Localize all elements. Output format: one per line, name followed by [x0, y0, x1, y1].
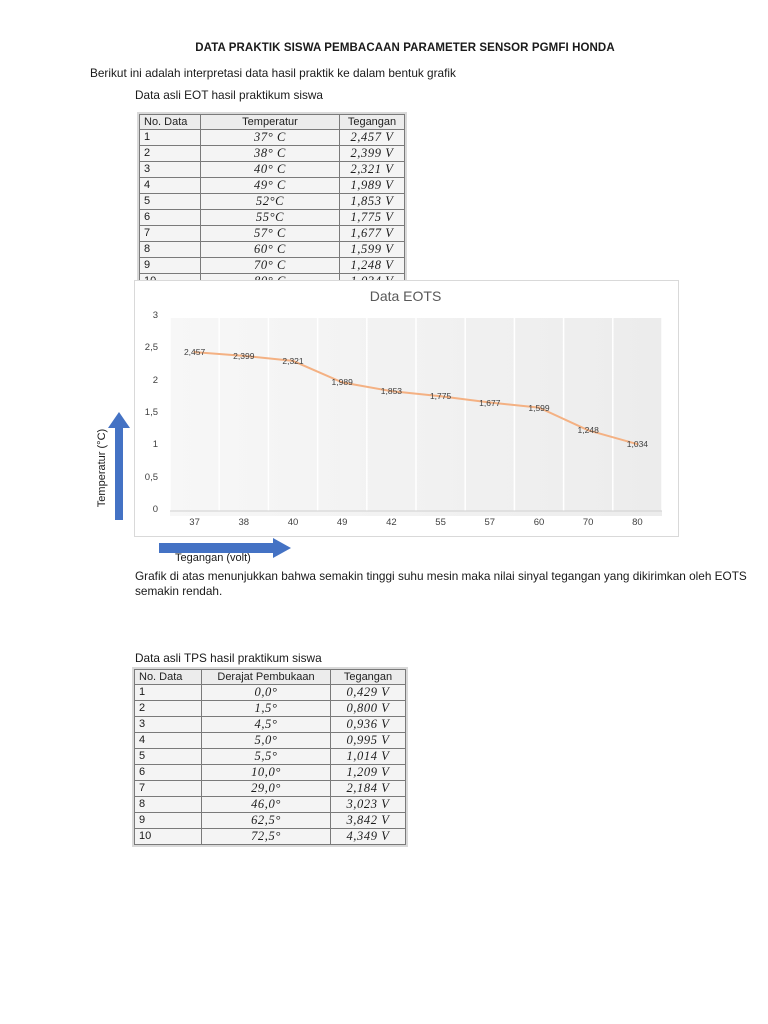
tps-cell-value: 10,0° — [202, 764, 331, 780]
eot-cell-no: 6 — [140, 209, 201, 225]
data-label: 2,457 — [183, 347, 206, 358]
y-tick-label: 2 — [152, 374, 158, 386]
y-tick-label: 3 — [152, 310, 158, 321]
tps-cell-voltage: 0,936 V — [331, 716, 406, 732]
tps-header-tegangan: Tegangan — [331, 670, 406, 685]
eot-caption: Data asli EOT hasil praktikum siswa — [135, 88, 323, 102]
tps-cell-no: 6 — [135, 764, 202, 780]
eot-cell-no: 9 — [140, 257, 201, 273]
tps-cell-voltage: 4,349 V — [331, 828, 406, 844]
tps-table-row — [135, 684, 406, 700]
eot-cell-no: 2 — [140, 145, 201, 161]
eot-cell-no: 5 — [140, 193, 201, 209]
data-label: 2,321 — [282, 355, 304, 366]
y-tick-label: 2,5 — [144, 342, 158, 354]
eot-cell-voltage: 2,321 V — [340, 161, 405, 177]
eot-header-tegangan: Tegangan — [340, 115, 405, 130]
eot-cell-value: 49° C — [201, 177, 340, 193]
tps-table-row — [135, 780, 406, 796]
tps-cell-no: 7 — [135, 780, 202, 796]
data-label: 1,853 — [380, 386, 403, 397]
tps-table-header — [135, 670, 406, 685]
eot-cell-no: 7 — [140, 225, 201, 241]
tps-header-derajat: Derajat Pembukaan — [202, 670, 331, 685]
x-tick-label: 70 — [582, 517, 594, 528]
eot-cell-no: 1 — [140, 129, 201, 145]
data-label: 1,677 — [479, 397, 501, 408]
eot-cell-voltage: 1,599 V — [340, 241, 405, 257]
eot-cell-voltage: 1,853 V — [340, 193, 405, 209]
eot-header-no: No. Data — [140, 115, 201, 130]
tps-table-row — [135, 700, 406, 716]
eot-cell-voltage: 1,775 V — [340, 209, 405, 225]
eot-cell-value: 40° C — [201, 161, 340, 177]
x-tick-label: 49 — [336, 517, 348, 528]
tps-cell-no: 8 — [135, 796, 202, 812]
tps-table-container — [134, 669, 406, 845]
intro-text: Berikut ini adalah interpretasi data hasil praktik ke dalam bentuk grafik — [90, 66, 456, 80]
eot-cell-value: 70° C — [201, 257, 340, 273]
data-label: 1,599 — [528, 402, 550, 413]
x-tick-label: 80 — [632, 517, 643, 528]
eot-cell-voltage: 1,248 V — [340, 257, 405, 273]
data-label: 1,034 — [626, 439, 649, 450]
eot-cell-voltage: 1,989 V — [340, 177, 405, 193]
eot-cell-voltage: 2,399 V — [340, 145, 405, 161]
x-tick-label: 42 — [386, 517, 397, 528]
eot-cell-value: 38° C — [201, 145, 340, 161]
tps-cell-voltage: 2,184 V — [331, 780, 406, 796]
eot-cell-value: 55°C — [201, 209, 340, 225]
tps-cell-no: 2 — [135, 700, 202, 716]
x-tick-label: 38 — [238, 517, 250, 528]
y-tick-label: 1 — [152, 439, 158, 451]
tps-cell-value: 5,5° — [202, 748, 331, 764]
page-title: DATA PRAKTIK SISWA PEMBACAAN PARAMETER SENSOR PGMFI HONDA — [195, 42, 615, 54]
eot-cell-voltage: 2,457 V — [340, 129, 405, 145]
x-axis-label: Tegangan (volt) — [175, 552, 251, 564]
tps-table-row — [135, 796, 406, 812]
eot-cell-value: 52°C — [201, 193, 340, 209]
tps-cell-value: 72,5° — [202, 828, 331, 844]
tps-cell-no: 10 — [135, 828, 202, 844]
tps-cell-no: 9 — [135, 812, 202, 828]
tps-cell-value: 1,5° — [202, 700, 331, 716]
eot-cell-no: 8 — [140, 241, 201, 257]
tps-cell-voltage: 0,429 V — [331, 684, 406, 700]
data-label: 2,399 — [233, 350, 255, 361]
y-axis-arrow — [106, 410, 132, 522]
tps-cell-no: 3 — [135, 716, 202, 732]
tps-cell-voltage: 3,023 V — [331, 796, 406, 812]
tps-cell-voltage: 1,209 V — [331, 764, 406, 780]
tps-cell-voltage: 1,014 V — [331, 748, 406, 764]
tps-header-no: No. Data — [135, 670, 202, 685]
tps-table-row — [135, 764, 406, 780]
tps-cell-no: 5 — [135, 748, 202, 764]
eot-cell-voltage: 1,677 V — [340, 225, 405, 241]
chart-title: Data EOTS — [369, 288, 442, 304]
eot-cell-value: 57° C — [201, 225, 340, 241]
tps-cell-no: 1 — [135, 684, 202, 700]
eot-cell-value: 37° C — [201, 129, 340, 145]
tps-cell-no: 4 — [135, 732, 202, 748]
tps-cell-voltage: 0,800 V — [331, 700, 406, 716]
eot-header-temperatur: Temperatur — [201, 115, 340, 130]
tps-cell-value: 29,0° — [202, 780, 331, 796]
tps-table-row — [135, 716, 406, 732]
tps-cell-value: 4,5° — [202, 716, 331, 732]
x-tick-label: 40 — [287, 517, 299, 528]
tps-cell-value: 46,0° — [202, 796, 331, 812]
data-label: 1,775 — [429, 391, 452, 402]
x-tick-label: 37 — [189, 517, 200, 528]
tps-table-row — [135, 812, 406, 828]
x-tick-label: 55 — [435, 517, 446, 528]
tps-cell-voltage: 3,842 V — [331, 812, 406, 828]
data-label: 1,989 — [331, 377, 353, 388]
data-label: 1,248 — [577, 425, 599, 436]
eot-cell-value: 60° C — [201, 241, 340, 257]
eot-cell-no: 4 — [140, 177, 201, 193]
tps-table-row — [135, 828, 406, 844]
y-axis-label: Temperatur (°C) — [96, 428, 108, 508]
conclusion-text: Grafik di atas menunjukkan bahwa semakin tinggi suhu mesin maka nilai sinyal tegangan yang dikirimkan oleh EOTS semakin rendah. — [135, 569, 747, 598]
y-tick-label: 0,5 — [144, 471, 158, 483]
tps-caption: Data asli TPS hasil praktikum siswa — [135, 651, 322, 665]
tps-cell-value: 0,0° — [202, 684, 331, 700]
x-tick-label: 57 — [484, 517, 496, 528]
x-tick-label: 60 — [533, 517, 545, 528]
tps-table — [134, 669, 406, 845]
tps-cell-voltage: 0,995 V — [331, 732, 406, 748]
y-tick-label: 0 — [152, 504, 158, 515]
tps-table-row — [135, 748, 406, 764]
y-tick-label: 1,5 — [144, 407, 158, 418]
tps-cell-value: 5,0° — [202, 732, 331, 748]
eot-cell-no: 3 — [140, 161, 201, 177]
tps-cell-value: 62,5° — [202, 812, 331, 828]
tps-table-row — [135, 732, 406, 748]
